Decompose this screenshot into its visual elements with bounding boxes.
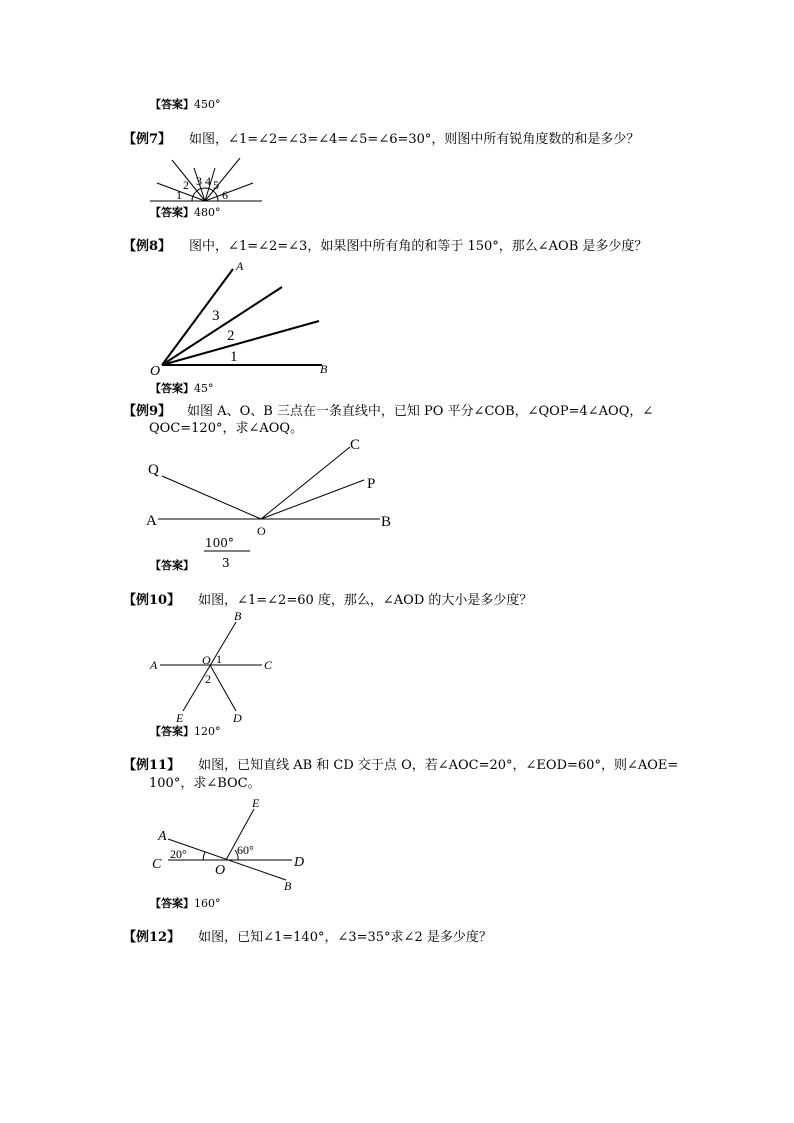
question-text: 如图，已知直线 AB 和 CD 交于点 O，若∠AOC=20°，∠EOD=60°，则∠AOE=	[198, 758, 679, 773]
angle-label-1: 1	[230, 349, 238, 365]
answer-tag: 【答案】	[150, 559, 194, 572]
point-label-a: A	[150, 658, 158, 672]
point-label-b: B	[320, 362, 328, 376]
point-label-o: O	[257, 524, 266, 538]
point-label-a: A	[146, 513, 157, 529]
example-tag: 【例9】	[123, 404, 172, 419]
angle-label: 5	[213, 178, 219, 192]
angle-label: 6	[222, 188, 228, 202]
point-label-d: D	[294, 855, 305, 870]
angle-label-3: 3	[212, 308, 220, 324]
angle-label-2: 2	[227, 328, 235, 344]
answer-value: 160°	[194, 897, 221, 910]
answer-11	[150, 896, 221, 912]
question-text: 如图，已知∠1=140°，∠3=35°求∠2 是多少度？	[198, 930, 492, 945]
point-label-o: O	[150, 364, 161, 379]
answer-tag: 【答案】	[150, 206, 194, 219]
answer-value: 45°	[194, 382, 214, 395]
point-label-p: P	[367, 476, 376, 492]
answer-tag: 【答案】	[150, 897, 194, 910]
angle-label: 2	[183, 178, 189, 192]
point-label-a: A	[236, 259, 244, 273]
angle-label: 4	[205, 174, 211, 188]
example-tag: 【例10】	[123, 593, 181, 608]
point-label-b: B	[284, 879, 292, 893]
answer-value: 450°	[194, 98, 221, 111]
point-label-e: E	[252, 796, 260, 810]
answer-9-numerator: 100°	[205, 536, 234, 550]
angle-label-2: 2	[205, 672, 211, 686]
answer-9-denominator: 3	[222, 556, 230, 570]
example-tag: 【例7】	[123, 132, 172, 147]
point-label-b: B	[234, 609, 242, 623]
angle-label: 1	[176, 188, 182, 202]
point-label-o: O	[215, 863, 226, 878]
example-11-question-line-2: 100°，求∠BOC。	[149, 776, 261, 791]
point-label-c: C	[350, 437, 361, 453]
question-text: 如图 A、O、B 三点在一条直线中，已知 PO 平分∠COB，∠QOP=4∠AOQ，∠	[187, 404, 654, 419]
angle-label-20: 20°	[170, 847, 187, 861]
question-text: 如图，∠1=∠2=60 度，那么，∠AOD 的大小是多少度？	[198, 593, 533, 608]
answer-tag: 【答案】	[150, 98, 194, 111]
answer-value: 120°	[194, 725, 221, 738]
answer-value: 480°	[194, 206, 221, 219]
answer-tag: 【答案】	[150, 382, 194, 395]
point-label-o: O	[202, 653, 211, 667]
point-label-q: Q	[148, 462, 159, 478]
point-label-c: C	[152, 857, 162, 872]
question-text: 如图，∠1=∠2=∠3=∠4=∠5=∠6=30°，则图中所有锐角度数的和是多少？	[189, 132, 640, 147]
example-tag: 【例12】	[123, 930, 181, 945]
example-9-question-line-2: QOC=120°，求∠AOQ。	[149, 421, 304, 436]
angle-label: 3	[196, 174, 202, 188]
angle-label-1: 1	[216, 652, 222, 666]
example-12-question	[123, 930, 492, 946]
angle-arc	[203, 852, 205, 860]
point-label-d: D	[233, 711, 242, 725]
example-tag: 【例8】	[123, 239, 172, 254]
answer-tag: 【答案】	[150, 725, 194, 738]
point-label-c: C	[264, 658, 273, 672]
angle-label-60: 60°	[237, 843, 254, 857]
point-label-b: B	[381, 514, 392, 530]
question-text: 图中，∠1=∠2=∠3，如果图中所有角的和等于 150°，那么∠AOB 是多少度？	[189, 239, 648, 254]
point-label-e: E	[176, 711, 184, 725]
example-tag: 【例11】	[123, 758, 181, 773]
point-label-a: A	[158, 829, 167, 844]
